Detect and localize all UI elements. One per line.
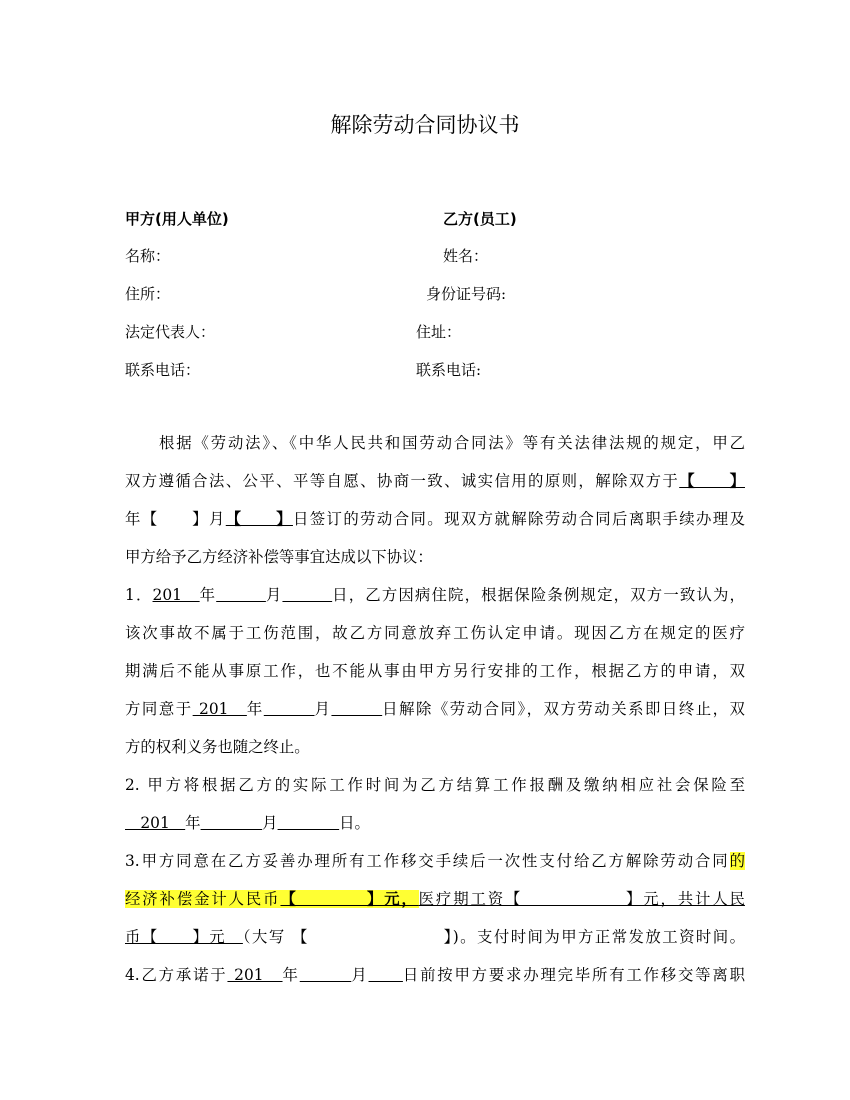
clause-1-line-5: 方的权利义务也随之终止。 — [125, 738, 310, 756]
party-a-rep-label: 法定代表人： — [125, 323, 216, 341]
highlight-text: 经济补偿金计人民币 — [125, 890, 281, 908]
party-a-phone-label: 联系电话： — [125, 361, 201, 379]
clause-1-line-4: 方同意于 201 年 月 日解除《劳动合同》，双方劳动关系即日终止，双 — [125, 700, 745, 718]
clause-3-line-3: 币【 】元 （大写 【 】)。支付时间为甲方正常发放工资时间。 — [125, 928, 745, 946]
clause-3-line-1: 3.甲方同意在乙方妥善办理所有工作移交手续后一次性支付给乙方解除劳动合同的 — [125, 852, 745, 870]
date-day-blank: 【 】 — [225, 510, 293, 528]
clause-3-line-2: 经济补偿金计人民币【 】元，医疗期工资【 】元，共计人民 — [125, 890, 745, 908]
party-b-address-label: 住址： — [416, 323, 462, 341]
highlight-text: 的 — [729, 852, 745, 870]
clause-1-line-2: 该次事故不属于工伤范围，故乙方同意放弃工伤认定申请。现因乙方在规定的医疗 — [125, 624, 745, 642]
party-a-address-label: 住所： — [125, 285, 171, 303]
party-a-name-label: 名称： — [125, 247, 171, 265]
clause-2-line-2: 201 年 月 日。 — [125, 814, 370, 832]
clause-1-line-3: 期满后不能从事原工作，也不能从事由甲方另行安排的工作，根据乙方的申请，双 — [125, 662, 745, 680]
party-b-id-label: 身份证号码: — [426, 285, 507, 303]
party-a-header: 甲方(用人单位) — [125, 210, 229, 228]
total-amount-blank: 币【 】元 — [125, 928, 243, 946]
preamble-line-3: 年【 】月【 】日签订的劳动合同。现双方就解除劳动合同后离职手续办理及 — [125, 510, 745, 528]
document-title: 解除劳动合同协议书 — [330, 113, 520, 137]
clause-1-line-1: 1．201 年 月 日，乙方因病住院，根据保险条例规定，双方一致认为， — [125, 586, 745, 604]
preamble-line-1: 根据《劳动法》、《中华人民共和国劳动合同法》等有关法律法规的规定，甲乙 — [159, 434, 745, 452]
party-b-header: 乙方(员工) — [443, 210, 517, 228]
compensation-amount-blank: 【 】元， — [280, 890, 419, 908]
preamble-line-2: 双方遵循合法、公平、平等自愿、协商一致、诚实信用的原则，解除双方于【 】 — [125, 472, 745, 490]
date-year-blank: 【 】 — [679, 472, 745, 490]
party-b-name-label: 姓名： — [443, 247, 489, 265]
clause-4-line-1: 4.乙方承诺于 201 年 月 日前按甲方要求办理完毕所有工作移交等离职 — [125, 966, 745, 984]
clause-2-line-1: 2. 甲方将根据乙方的实际工作时间为乙方结算工作报酬及缴纳相应社会保险至 — [125, 776, 745, 794]
party-b-phone-label: 联系电话: — [416, 361, 482, 379]
preamble-line-4: 甲方给予乙方经济补偿等事宜达成以下协议： — [125, 548, 433, 566]
